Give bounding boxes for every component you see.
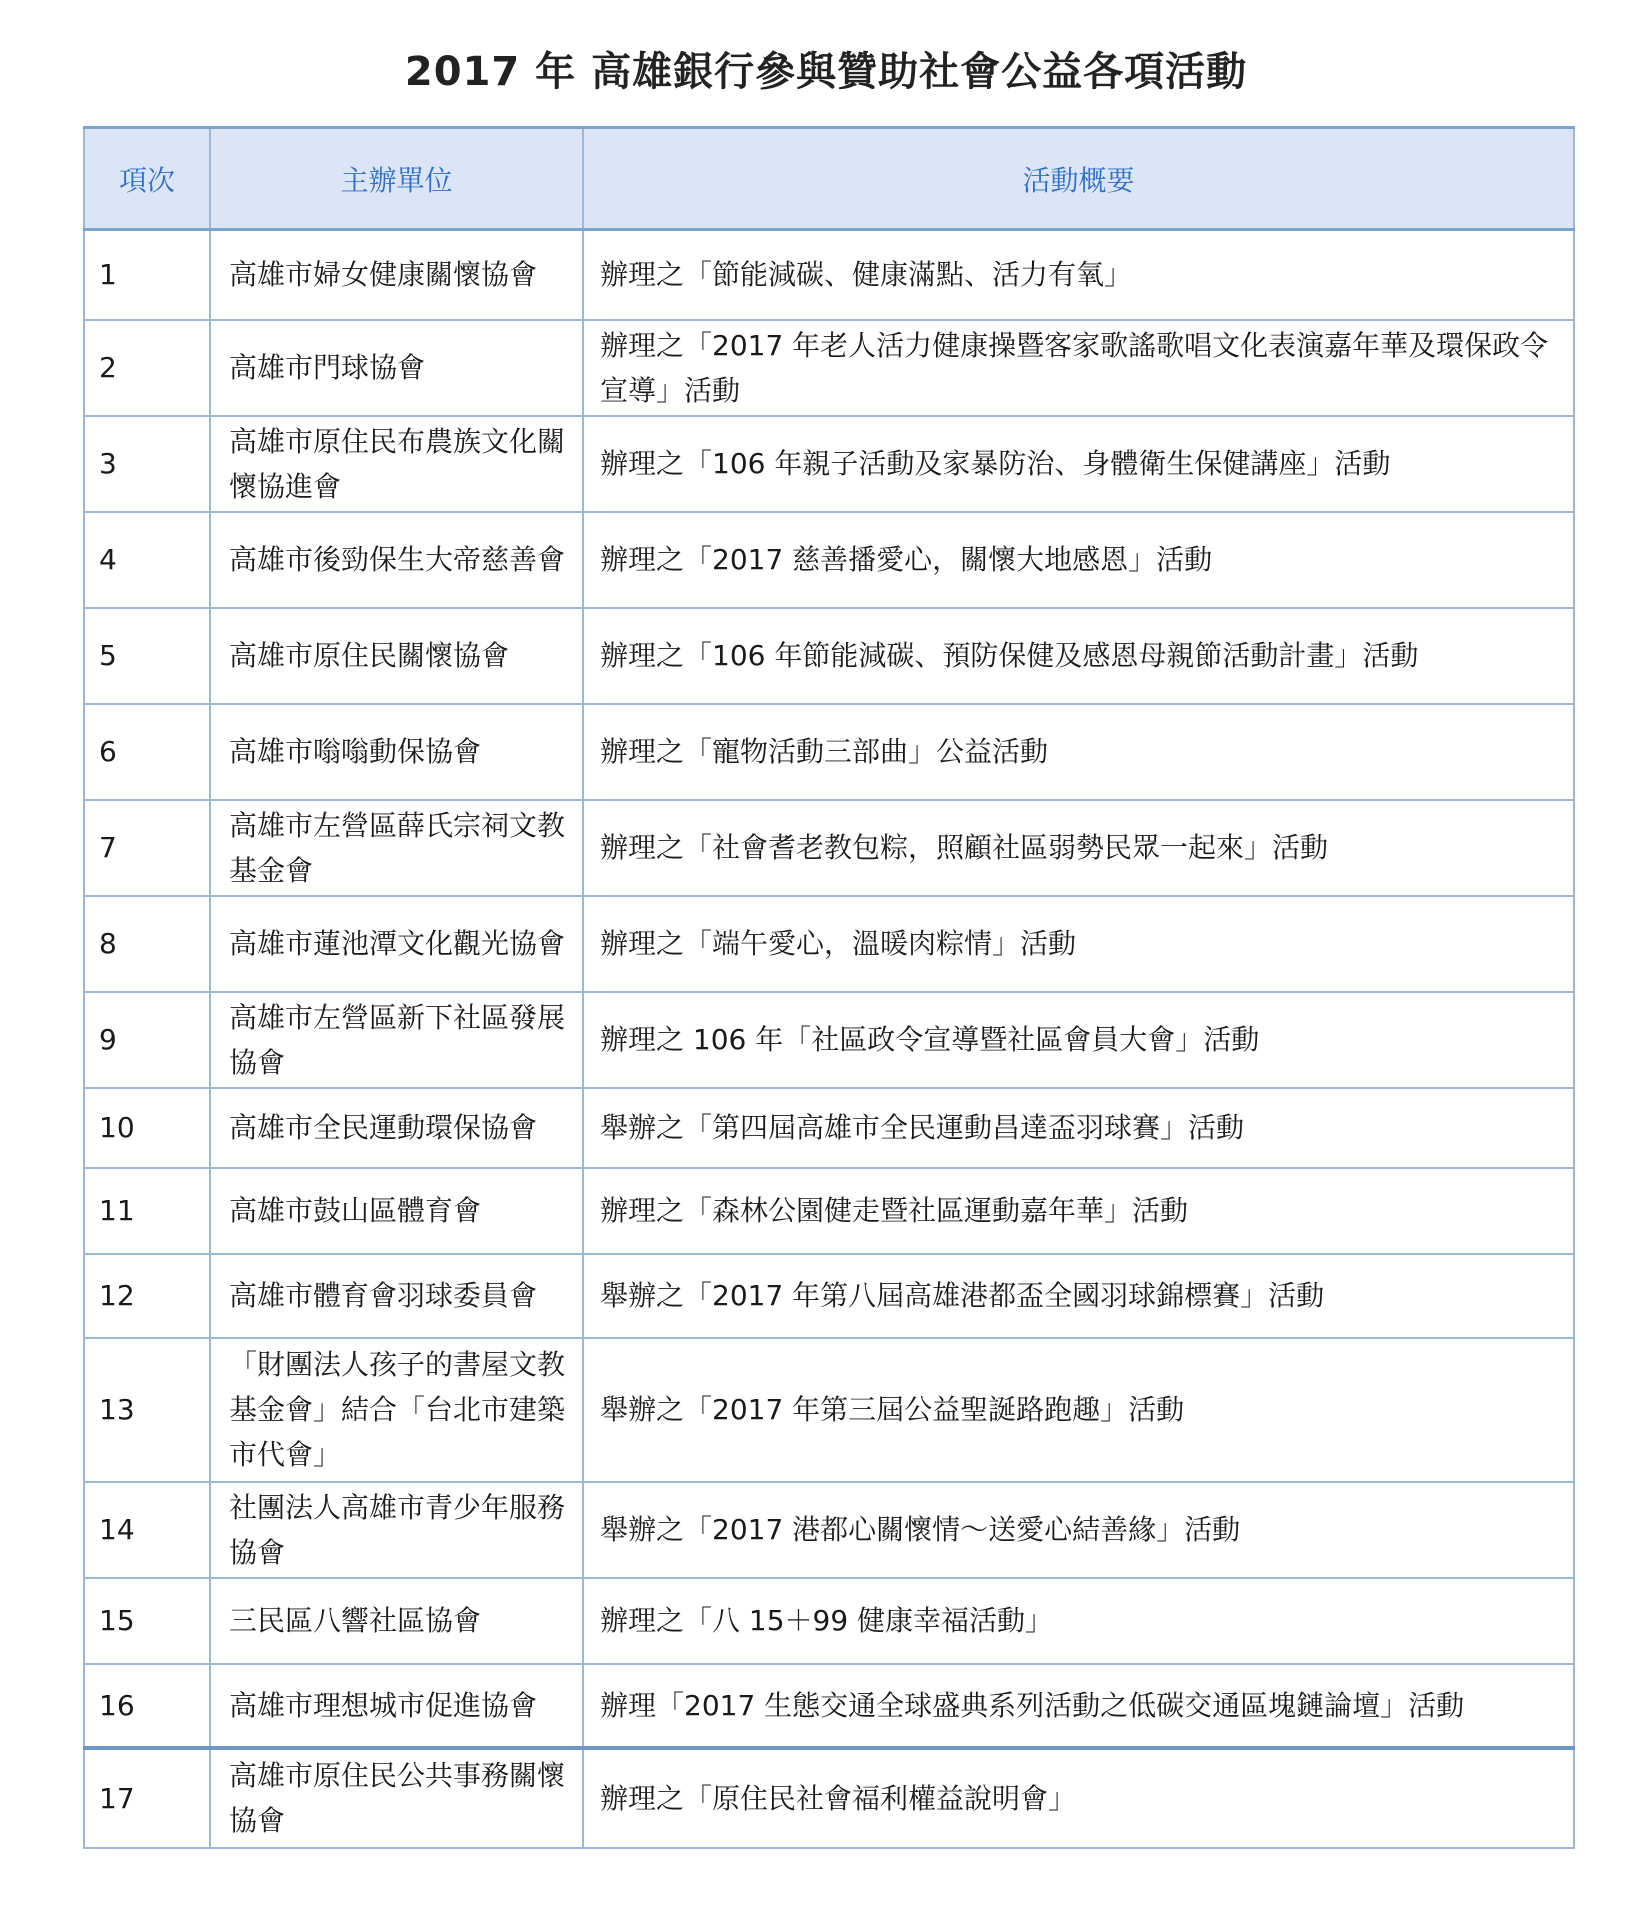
table-row <box>84 1088 1574 1168</box>
organizer-cell: 高雄市左營區新下社區發展協會 <box>210 992 583 1088</box>
organizer-cell: 三民區八響社區協會 <box>210 1578 583 1664</box>
row-number: 4 <box>84 512 210 608</box>
row-number: 6 <box>84 704 210 800</box>
summary-cell: 辦理之「八 15＋99 健康幸福活動」 <box>583 1578 1574 1664</box>
table-row <box>84 230 1574 320</box>
table-row <box>84 512 1574 608</box>
summary-cell: 辦理之 106 年「社區政令宣導暨社區會員大會」活動 <box>583 992 1574 1088</box>
row-number: 3 <box>84 416 210 512</box>
page-title: 2017 年 高雄銀行參與贊助社會公益各項活動 <box>404 49 1248 95</box>
summary-cell: 辦理之「節能減碳、健康滿點、活力有氧」 <box>583 230 1574 320</box>
row-number: 5 <box>84 608 210 704</box>
table-row <box>84 1168 1574 1254</box>
summary-cell: 舉辦之「第四屆高雄市全民運動昌達盃羽球賽」活動 <box>583 1088 1574 1168</box>
column-header-organizer: 主辦單位 <box>210 128 583 230</box>
organizer-cell: 高雄市左營區薛氏宗祠文教基金會 <box>210 800 583 896</box>
organizer-cell: 高雄市門球協會 <box>210 320 583 416</box>
summary-cell: 舉辦之「2017 年第三屆公益聖誕路跑趣」活動 <box>583 1338 1574 1482</box>
organizer-cell: 「財團法人孩子的書屋文教基金會」結合「台北市建築市代會」 <box>210 1338 583 1482</box>
row-number: 1 <box>84 230 210 320</box>
table-row <box>84 416 1574 512</box>
organizer-cell: 高雄市後勁保生大帝慈善會 <box>210 512 583 608</box>
organizer-cell: 高雄市理想城市促進協會 <box>210 1664 583 1748</box>
row-number: 7 <box>84 800 210 896</box>
table-row <box>84 1254 1574 1338</box>
organizer-cell: 高雄市婦女健康關懷協會 <box>210 230 583 320</box>
table-row <box>84 800 1574 896</box>
column-header-no: 項次 <box>84 128 210 230</box>
summary-cell: 舉辦之「2017 年第八屆高雄港都盃全國羽球錦標賽」活動 <box>583 1254 1574 1338</box>
row-number: 15 <box>84 1578 210 1664</box>
summary-cell: 辦理之「106 年親子活動及家暴防治、身體衛生保健講座」活動 <box>583 416 1574 512</box>
summary-cell: 辦理之「2017 慈善播愛心，關懷大地感恩」活動 <box>583 512 1574 608</box>
table-row <box>84 1338 1574 1482</box>
row-number: 16 <box>84 1664 210 1748</box>
summary-cell: 辦理之「端午愛心，溫暖肉粽情」活動 <box>583 896 1574 992</box>
organizer-cell: 社團法人高雄市青少年服務協會 <box>210 1482 583 1578</box>
summary-cell: 辦理「2017 生態交通全球盛典系列活動之低碳交通區塊鏈論壇」活動 <box>583 1664 1574 1748</box>
table-header-row <box>84 128 1574 230</box>
row-number: 9 <box>84 992 210 1088</box>
table-row <box>84 704 1574 800</box>
table-row <box>84 608 1574 704</box>
table-row <box>84 896 1574 992</box>
organizer-cell: 高雄市體育會羽球委員會 <box>210 1254 583 1338</box>
row-number: 12 <box>84 1254 210 1338</box>
organizer-cell: 高雄市蓮池潭文化觀光協會 <box>210 896 583 992</box>
organizer-cell: 高雄市嗡嗡動保協會 <box>210 704 583 800</box>
table-row <box>84 1748 1574 1848</box>
organizer-cell: 高雄市原住民布農族文化關懷協進會 <box>210 416 583 512</box>
organizer-cell: 高雄市全民運動環保協會 <box>210 1088 583 1168</box>
row-number: 13 <box>84 1338 210 1482</box>
row-number: 14 <box>84 1482 210 1578</box>
summary-cell: 舉辦之「2017 港都心關懷情～送愛心結善緣」活動 <box>583 1482 1574 1578</box>
organizer-cell: 高雄市鼓山區體育會 <box>210 1168 583 1254</box>
summary-cell: 辦理之「社會耆老教包粽，照顧社區弱勢民眾一起來」活動 <box>583 800 1574 896</box>
row-number: 11 <box>84 1168 210 1254</box>
table-row <box>84 1578 1574 1664</box>
summary-cell: 辦理之「2017 年老人活力健康操暨客家歌謠歌唱文化表演嘉年華及環保政令宣導」活動 <box>583 320 1574 416</box>
summary-cell: 辦理之「森林公園健走暨社區運動嘉年華」活動 <box>583 1168 1574 1254</box>
table-row <box>84 1664 1574 1748</box>
row-number: 10 <box>84 1088 210 1168</box>
table-row <box>84 1482 1574 1578</box>
row-number: 17 <box>84 1748 210 1848</box>
column-header-summary: 活動概要 <box>583 128 1574 230</box>
table-row <box>84 320 1574 416</box>
summary-cell: 辦理之「106 年節能減碳、預防保健及感恩母親節活動計畫」活動 <box>583 608 1574 704</box>
table-row <box>84 992 1574 1088</box>
row-number: 8 <box>84 896 210 992</box>
summary-cell: 辦理之「寵物活動三部曲」公益活動 <box>583 704 1574 800</box>
organizer-cell: 高雄市原住民關懷協會 <box>210 608 583 704</box>
summary-cell: 辦理之「原住民社會福利權益說明會」 <box>583 1748 1574 1848</box>
row-number: 2 <box>84 320 210 416</box>
organizer-cell: 高雄市原住民公共事務關懷協會 <box>210 1748 583 1848</box>
activity-table <box>83 126 1575 1849</box>
